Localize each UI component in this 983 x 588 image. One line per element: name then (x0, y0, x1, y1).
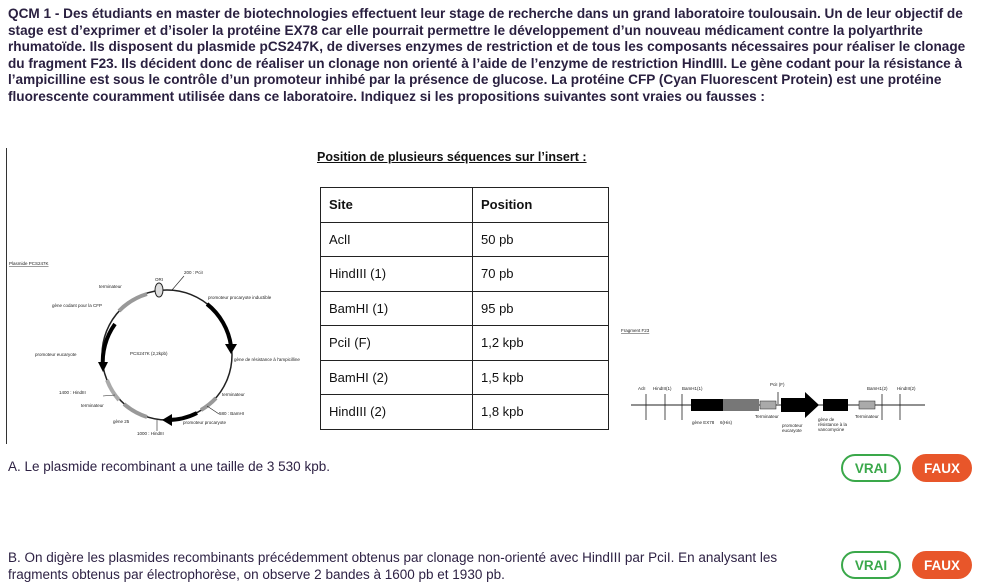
promoteur-label: promoteur (782, 423, 803, 428)
answer-a-vrai-button[interactable]: VRAI (841, 454, 901, 482)
table-row (321, 291, 609, 326)
his-label: 6(His) (720, 420, 732, 425)
answer-b-vrai-button[interactable]: VRAI (841, 551, 901, 579)
position-cell: 1,8 kpb (473, 395, 609, 430)
pcil-label: PciI (F) (770, 382, 785, 387)
terminateur1-block (760, 401, 776, 409)
fragment-title: Fragment F23 (621, 328, 650, 333)
table-row (321, 222, 609, 257)
promoteur-inductible-label: promoteur procaryote inductible (208, 295, 272, 300)
bam580-label: 580 : BamHI (219, 411, 245, 416)
answer-a-faux-button[interactable]: FAUX (912, 454, 972, 482)
his-tag-block (723, 399, 759, 411)
terminateur2-label: Terminateur (855, 414, 879, 419)
gene25-segment (124, 404, 147, 417)
gene25-label: gène 25 (113, 419, 130, 424)
resistance-label: résistance à la (818, 422, 848, 427)
site-cell: PciI (F) (321, 326, 473, 361)
fragment-diagram (619, 320, 975, 440)
header-position: Position (473, 188, 609, 223)
plasmid-title: Plasmide PCS247K (9, 261, 49, 266)
header-site: Site (321, 188, 473, 223)
position-cell: 1,5 kpb (473, 360, 609, 395)
hind1-label: HindIII(1) (653, 386, 672, 391)
eucaryote-label: eucaryote (782, 428, 802, 433)
gene-de-label: gène de (818, 417, 835, 422)
hind2-label: HindIII(2) (897, 386, 916, 391)
position-cell: 50 pb (473, 222, 609, 257)
hind1000-label: 1000 : HindIII (137, 431, 164, 436)
position-cell: 95 pb (473, 291, 609, 326)
terminateur2-block (859, 401, 875, 409)
insert-table-title: Position de plusieurs séquences sur l’insert : (317, 150, 587, 164)
answer-a-text: A. Le plasmide recombinant a une taille de 3 530 kpb. (8, 459, 330, 474)
site-cell: AclI (321, 222, 473, 257)
gene-vancomycine-block (823, 399, 848, 411)
table-row (321, 326, 609, 361)
table-row (321, 257, 609, 292)
table-row (321, 360, 609, 395)
hind1400-label: 1400 : HindIII (59, 390, 86, 395)
plasmid-map (7, 148, 317, 444)
gene-cfp-label: gène codant pour la CFP (52, 303, 103, 308)
figure-panel (6, 148, 977, 444)
promoter-eucaryote-arrow (103, 324, 115, 368)
position-cell: 70 pb (473, 257, 609, 292)
site-cell: HindIII (1) (321, 257, 473, 292)
table-header-row (321, 188, 609, 223)
terminator-left-segment (107, 380, 119, 400)
ori-marker (155, 283, 163, 297)
insert-positions-table (320, 187, 609, 430)
promoteur-procaryote-label: promoteur procaryote (183, 420, 227, 425)
gene-ampicilline-label: gène de résistance à l'ampicilline (234, 357, 300, 362)
gene-ex78-block (691, 399, 723, 411)
position-cell: 1,2 kpb (473, 326, 609, 361)
terminateur-right-label: terminateur (222, 392, 245, 397)
gene-ex78-label: gène EX78 (692, 420, 715, 425)
terminateur-left-label: terminateur (81, 403, 104, 408)
terminateur-top-label: terminateur (99, 284, 122, 289)
promoteur-eucaryote-arrow (781, 392, 819, 418)
bam2-label: BamH1(2) (867, 386, 888, 391)
bam580-tick (207, 406, 219, 414)
promoter-eucaryote-arrowhead (98, 362, 108, 372)
bam1-label: BamH1(1) (682, 386, 703, 391)
cfp-gene-segment (119, 294, 147, 311)
pcil-tick (172, 276, 184, 290)
promoteur-eucaryote-label: promoteur eucaryote (35, 352, 77, 357)
pcil-label: 200 : PciI (184, 270, 203, 275)
terminator-right-segment (201, 398, 216, 410)
promoter-procaryote-arrowhead (162, 414, 172, 426)
acli-label: AclI (638, 386, 646, 391)
site-cell: HindIII (2) (321, 395, 473, 430)
question-text: QCM 1 - Des étudiants en master de biotechnologies effectuent leur stage de recherche dans un grand laboratoire toulousain. Un de leur objectif de stage est d’exprimer et d’isoler la protéine EX78 car elle pourrait permettre le développement d’un nouveau médicament contre la polyarthrite rhumatoïde. Ils disposent du plasmide pCS247K, de diverses enzymes de restriction et de tous les composants nécessaires pour réaliser le clonage du fragment F23. Ils décident donc de réaliser un clonage non orienté à l’aide de l’enzyme de restriction HindIII. Le gène codant pour la résistance à l’ampicilline est sous le contrôle d’un promoteur inhibé par la présence de glucose. La protéine CFP (Cyan Fluorescent Protein) est une protéine fluorescente couramment utilisée dans ce laboratoire. Indiquez si les propositions suivantes sont vraies ou fausses : (8, 6, 966, 104)
promoter-inducible-arrow (207, 304, 231, 346)
ori-label: ORI (155, 277, 164, 282)
table-row (321, 395, 609, 430)
answer-b-faux-button[interactable]: FAUX (912, 551, 972, 579)
promoter-inducible-arrowhead (225, 344, 237, 354)
terminateur1-label: Terminateur (755, 414, 779, 419)
plasmid-center-label: PCS247K (2,2kpb) (130, 351, 168, 356)
answer-b-text: B. On digère les plasmides recombinants précédemment obtenus par clonage non-orienté avec HindIII par PciI. En analysant les fragments obtenus par électrophorèse, on observe 2 bandes à 1600 pb et 1930 pb. (8, 550, 778, 582)
site-cell: BamHI (2) (321, 360, 473, 395)
site-cell: BamHI (1) (321, 291, 473, 326)
vancomycine-label: vancomycine (818, 427, 845, 432)
